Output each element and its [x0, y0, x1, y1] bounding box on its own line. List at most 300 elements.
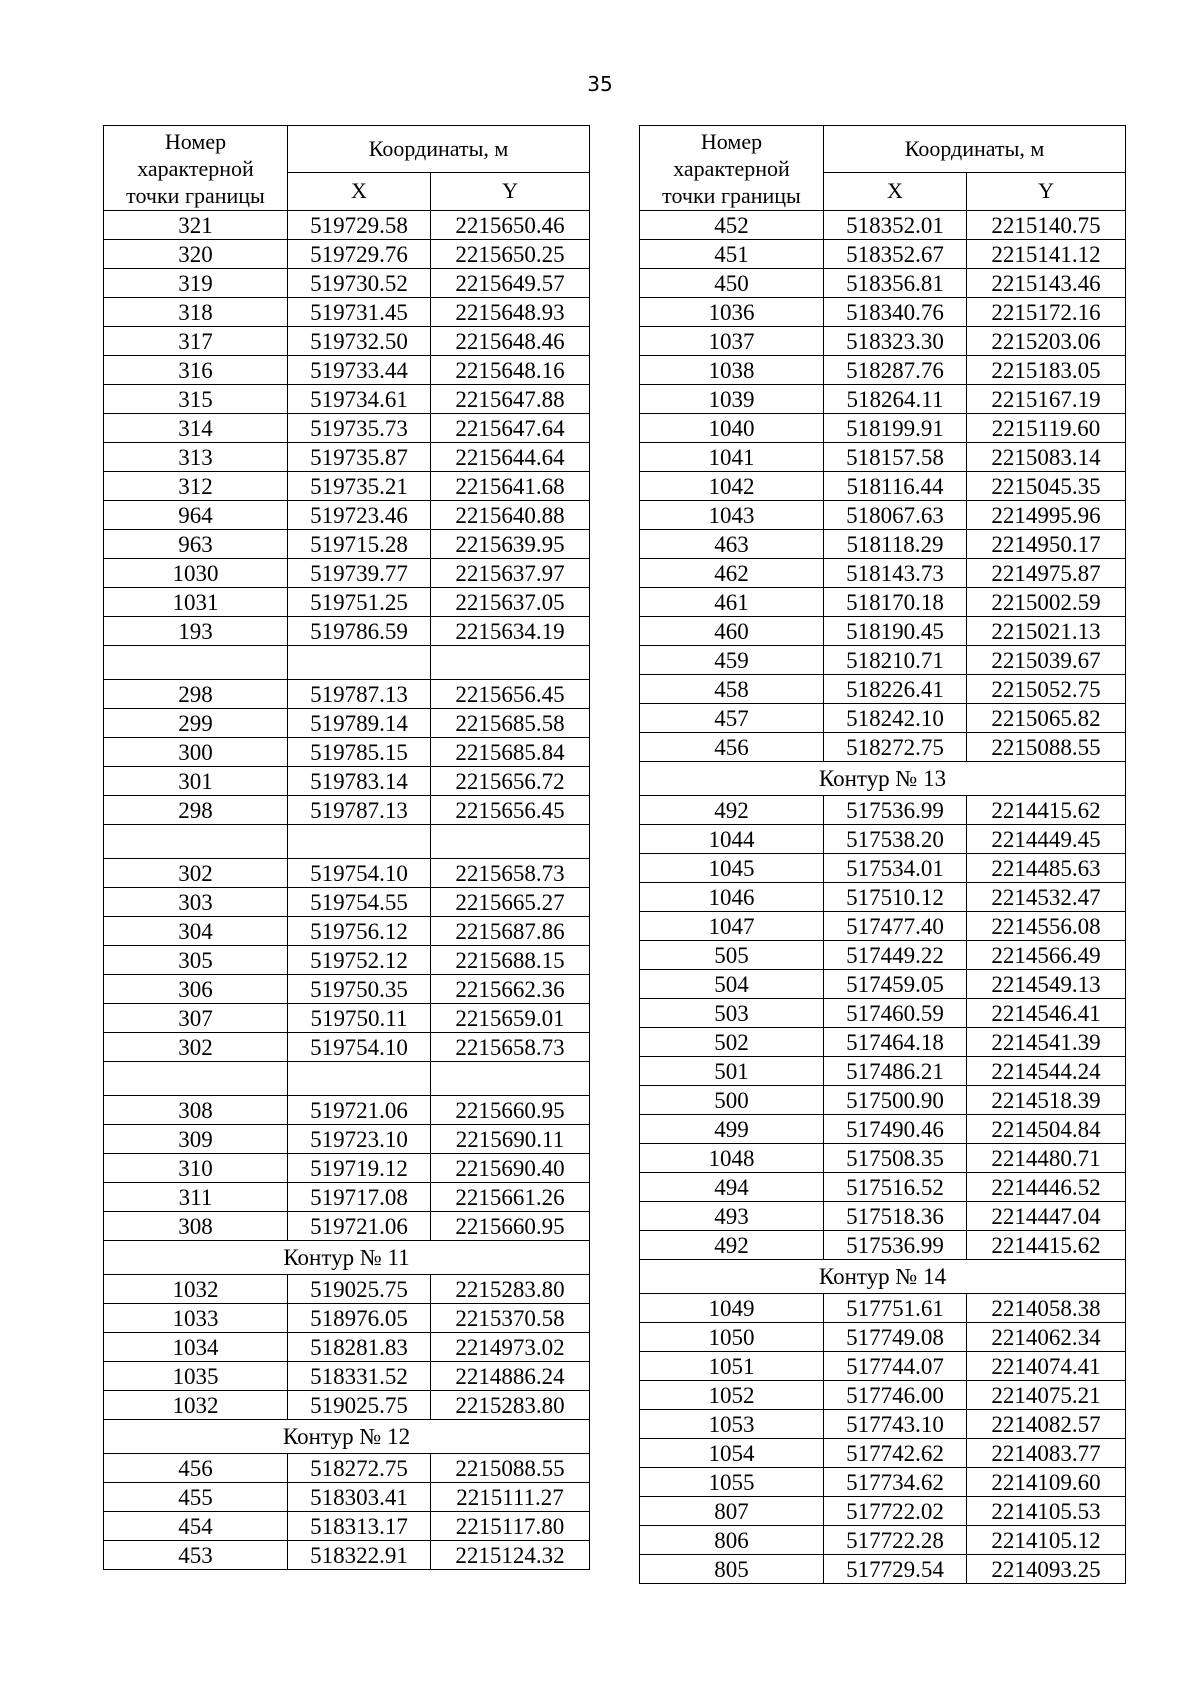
- y-coordinate-cell: 2214518.39: [967, 1086, 1126, 1115]
- point-number-cell: 317: [104, 327, 288, 356]
- header-x: X: [288, 172, 431, 210]
- point-number-cell: 310: [104, 1154, 288, 1183]
- y-coordinate-cell: 2214480.71: [967, 1144, 1126, 1173]
- y-coordinate-cell: 2214105.12: [967, 1526, 1126, 1555]
- table-row: [104, 211, 590, 240]
- x-coordinate-cell: 517742.62: [824, 1439, 967, 1468]
- point-number-cell: 1032: [104, 1391, 288, 1420]
- y-coordinate-cell: 2215088.55: [431, 1454, 590, 1483]
- y-coordinate-cell: 2215648.16: [431, 356, 590, 385]
- y-coordinate-cell: 2214886.24: [431, 1362, 590, 1391]
- table-row: [104, 975, 590, 1004]
- point-number-cell: 1034: [104, 1333, 288, 1362]
- table-row: [104, 1125, 590, 1154]
- x-coordinate-cell: 519715.28: [288, 530, 431, 559]
- x-coordinate-cell: 519721.06: [288, 1096, 431, 1125]
- x-coordinate-cell: 519789.14: [288, 709, 431, 738]
- point-number-cell: 1037: [640, 327, 824, 356]
- y-coordinate-cell: 2215370.58: [431, 1304, 590, 1333]
- table-row: [104, 680, 590, 709]
- x-coordinate-cell: 519751.25: [288, 588, 431, 617]
- y-coordinate-cell: 2215648.46: [431, 327, 590, 356]
- table-row: [104, 298, 590, 327]
- y-coordinate-cell: 2215283.80: [431, 1391, 590, 1420]
- table-row: [640, 356, 1126, 385]
- point-number-cell: 1041: [640, 443, 824, 472]
- x-coordinate-cell: 519752.12: [288, 946, 431, 975]
- x-coordinate-cell: 518199.91: [824, 414, 967, 443]
- table-row: [640, 1028, 1126, 1057]
- point-number-cell: 1040: [640, 414, 824, 443]
- y-coordinate-cell: 2215656.45: [431, 796, 590, 825]
- x-coordinate-cell: 519754.10: [288, 859, 431, 888]
- table-row: [640, 559, 1126, 588]
- point-number-cell: 308: [104, 1212, 288, 1241]
- empty-cell: [288, 646, 431, 680]
- point-number-cell: 806: [640, 1526, 824, 1555]
- point-number-cell: 963: [104, 530, 288, 559]
- x-coordinate-cell: 518226.41: [824, 675, 967, 704]
- empty-cell: [104, 825, 288, 859]
- y-coordinate-cell: 2215650.46: [431, 211, 590, 240]
- y-coordinate-cell: 2214541.39: [967, 1028, 1126, 1057]
- y-coordinate-cell: 2214485.63: [967, 854, 1126, 883]
- table-row: [640, 854, 1126, 883]
- x-coordinate-cell: 518281.83: [288, 1333, 431, 1362]
- y-coordinate-cell: 2215183.05: [967, 356, 1126, 385]
- y-coordinate-cell: 2214449.45: [967, 825, 1126, 854]
- point-number-cell: 302: [104, 1033, 288, 1062]
- x-coordinate-cell: 519735.87: [288, 443, 431, 472]
- x-coordinate-cell: 518340.76: [824, 298, 967, 327]
- y-coordinate-cell: 2215141.12: [967, 240, 1126, 269]
- x-coordinate-cell: 517508.35: [824, 1144, 967, 1173]
- separator-row: [104, 646, 590, 680]
- y-coordinate-cell: 2215658.73: [431, 859, 590, 888]
- x-coordinate-cell: 519025.75: [288, 1391, 431, 1420]
- point-number-cell: 455: [104, 1483, 288, 1512]
- y-coordinate-cell: 2215656.45: [431, 680, 590, 709]
- table-row: [640, 1173, 1126, 1202]
- x-coordinate-cell: 517751.61: [824, 1294, 967, 1323]
- y-coordinate-cell: 2215143.46: [967, 269, 1126, 298]
- y-coordinate-cell: 2215660.95: [431, 1212, 590, 1241]
- x-coordinate-cell: 518352.01: [824, 211, 967, 240]
- table-row: [640, 385, 1126, 414]
- y-coordinate-cell: 2215140.75: [967, 211, 1126, 240]
- x-coordinate-cell: 517477.40: [824, 912, 967, 941]
- x-coordinate-cell: 518210.71: [824, 646, 967, 675]
- point-number-cell: 303: [104, 888, 288, 917]
- point-number-cell: 460: [640, 617, 824, 646]
- x-coordinate-cell: 517536.99: [824, 1231, 967, 1260]
- y-coordinate-cell: 2215687.86: [431, 917, 590, 946]
- table-row: [640, 1231, 1126, 1260]
- y-coordinate-cell: 2215656.72: [431, 767, 590, 796]
- table-row: [640, 1323, 1126, 1352]
- point-number-cell: 1033: [104, 1304, 288, 1333]
- x-coordinate-cell: 519723.46: [288, 501, 431, 530]
- point-number-cell: 462: [640, 559, 824, 588]
- point-number-cell: 316: [104, 356, 288, 385]
- x-coordinate-cell: 517460.59: [824, 999, 967, 1028]
- table-row: [640, 1202, 1126, 1231]
- x-coordinate-cell: 517486.21: [824, 1057, 967, 1086]
- x-coordinate-cell: 518143.73: [824, 559, 967, 588]
- contour-label: Контур № 11: [104, 1241, 590, 1275]
- x-coordinate-cell: 519785.15: [288, 738, 431, 767]
- y-coordinate-cell: 2215002.59: [967, 588, 1126, 617]
- table-header: [640, 126, 1126, 211]
- x-coordinate-cell: 518272.75: [288, 1454, 431, 1483]
- table-row: [640, 675, 1126, 704]
- y-coordinate-cell: 2214556.08: [967, 912, 1126, 941]
- point-number-cell: 1043: [640, 501, 824, 530]
- y-coordinate-cell: 2214504.84: [967, 1115, 1126, 1144]
- table-row: [104, 859, 590, 888]
- y-coordinate-cell: 2215045.35: [967, 472, 1126, 501]
- y-coordinate-cell: 2214446.52: [967, 1173, 1126, 1202]
- y-coordinate-cell: 2215660.95: [431, 1096, 590, 1125]
- x-coordinate-cell: 518287.76: [824, 356, 967, 385]
- y-coordinate-cell: 2214074.41: [967, 1352, 1126, 1381]
- table-row: [104, 443, 590, 472]
- y-coordinate-cell: 2215637.97: [431, 559, 590, 588]
- table-row: [104, 559, 590, 588]
- point-number-cell: 1047: [640, 912, 824, 941]
- y-coordinate-cell: 2215690.11: [431, 1125, 590, 1154]
- point-number-cell: 493: [640, 1202, 824, 1231]
- x-coordinate-cell: 519733.44: [288, 356, 431, 385]
- x-coordinate-cell: 517729.54: [824, 1555, 967, 1584]
- y-coordinate-cell: 2215172.16: [967, 298, 1126, 327]
- point-number-cell: 301: [104, 767, 288, 796]
- table-row: [104, 356, 590, 385]
- point-number-cell: 501: [640, 1057, 824, 1086]
- header-coordinates: Координаты, м: [288, 126, 590, 173]
- y-coordinate-cell: 2215117.80: [431, 1512, 590, 1541]
- point-number-cell: 311: [104, 1183, 288, 1212]
- x-coordinate-cell: 518976.05: [288, 1304, 431, 1333]
- table-row: [640, 970, 1126, 999]
- x-coordinate-cell: 519786.59: [288, 617, 431, 646]
- table-row: [640, 1144, 1126, 1173]
- y-coordinate-cell: 2214109.60: [967, 1468, 1126, 1497]
- y-coordinate-cell: 2215665.27: [431, 888, 590, 917]
- x-coordinate-cell: 517722.28: [824, 1526, 967, 1555]
- table-row: [640, 912, 1126, 941]
- table-body-left: [104, 211, 590, 1570]
- point-number-cell: 492: [640, 1231, 824, 1260]
- contour-label: Контур № 12: [104, 1420, 590, 1454]
- y-coordinate-cell: 2215650.25: [431, 240, 590, 269]
- point-number-cell: 1044: [640, 825, 824, 854]
- table-row: [104, 1512, 590, 1541]
- point-number-cell: 503: [640, 999, 824, 1028]
- point-number-cell: 312: [104, 472, 288, 501]
- y-coordinate-cell: 2214546.41: [967, 999, 1126, 1028]
- table-row: [104, 269, 590, 298]
- y-coordinate-cell: 2214415.62: [967, 1231, 1126, 1260]
- header-y: Y: [431, 172, 590, 210]
- x-coordinate-cell: 517500.90: [824, 1086, 967, 1115]
- x-coordinate-cell: 519719.12: [288, 1154, 431, 1183]
- header-point-number: Номер характерной точки границы: [640, 126, 824, 211]
- table-row: [640, 796, 1126, 825]
- x-coordinate-cell: 517734.62: [824, 1468, 967, 1497]
- table-row: [104, 1275, 590, 1304]
- y-coordinate-cell: 2215690.40: [431, 1154, 590, 1183]
- table-row: [104, 796, 590, 825]
- point-number-cell: 459: [640, 646, 824, 675]
- point-number-cell: 807: [640, 1497, 824, 1526]
- table-row: [640, 1381, 1126, 1410]
- y-coordinate-cell: 2214975.87: [967, 559, 1126, 588]
- point-number-cell: 1038: [640, 356, 824, 385]
- point-number-cell: 1051: [640, 1352, 824, 1381]
- table-row: [104, 240, 590, 269]
- point-number-cell: 319: [104, 269, 288, 298]
- table-row: [104, 738, 590, 767]
- point-number-cell: 1052: [640, 1381, 824, 1410]
- x-coordinate-cell: 517516.52: [824, 1173, 967, 1202]
- x-coordinate-cell: 519732.50: [288, 327, 431, 356]
- y-coordinate-cell: 2214105.53: [967, 1497, 1126, 1526]
- point-number-cell: 314: [104, 414, 288, 443]
- point-number-cell: 299: [104, 709, 288, 738]
- x-coordinate-cell: 518303.41: [288, 1483, 431, 1512]
- contour-label: Контур № 13: [640, 762, 1126, 796]
- x-coordinate-cell: 519731.45: [288, 298, 431, 327]
- x-coordinate-cell: 519025.75: [288, 1275, 431, 1304]
- point-number-cell: 453: [104, 1541, 288, 1570]
- point-number-cell: 1055: [640, 1468, 824, 1497]
- page-number: 35: [587, 72, 613, 96]
- x-coordinate-cell: 519723.10: [288, 1125, 431, 1154]
- point-number-cell: 1049: [640, 1294, 824, 1323]
- x-coordinate-cell: 519787.13: [288, 680, 431, 709]
- table-row: [640, 269, 1126, 298]
- point-number-cell: 1039: [640, 385, 824, 414]
- empty-cell: [288, 825, 431, 859]
- table-row: [104, 1212, 590, 1241]
- point-number-cell: 499: [640, 1115, 824, 1144]
- x-coordinate-cell: 518190.45: [824, 617, 967, 646]
- y-coordinate-cell: 2214973.02: [431, 1333, 590, 1362]
- point-number-cell: 1031: [104, 588, 288, 617]
- x-coordinate-cell: 518264.11: [824, 385, 967, 414]
- table-row: [104, 1033, 590, 1062]
- point-number-cell: 500: [640, 1086, 824, 1115]
- y-coordinate-cell: 2215065.82: [967, 704, 1126, 733]
- point-number-cell: 1054: [640, 1439, 824, 1468]
- table-row: [640, 443, 1126, 472]
- coordinates-table-left: [103, 125, 590, 1570]
- table-row: [640, 617, 1126, 646]
- y-coordinate-cell: 2215111.27: [431, 1483, 590, 1512]
- y-coordinate-cell: 2215639.95: [431, 530, 590, 559]
- table-row: [640, 327, 1126, 356]
- table-row: [640, 999, 1126, 1028]
- x-coordinate-cell: 518313.17: [288, 1512, 431, 1541]
- point-number-cell: 298: [104, 680, 288, 709]
- x-coordinate-cell: 519754.10: [288, 1033, 431, 1062]
- point-number-cell: 964: [104, 501, 288, 530]
- empty-cell: [431, 1062, 590, 1096]
- x-coordinate-cell: 518067.63: [824, 501, 967, 530]
- table-row: [640, 1086, 1126, 1115]
- table-row: [640, 646, 1126, 675]
- y-coordinate-cell: 2215658.73: [431, 1033, 590, 1062]
- x-coordinate-cell: 519721.06: [288, 1212, 431, 1241]
- y-coordinate-cell: 2215637.05: [431, 588, 590, 617]
- table-row: [640, 883, 1126, 912]
- empty-cell: [431, 646, 590, 680]
- y-coordinate-cell: 2214995.96: [967, 501, 1126, 530]
- point-number-cell: 308: [104, 1096, 288, 1125]
- point-number-cell: 450: [640, 269, 824, 298]
- table-row: [104, 414, 590, 443]
- table-row: [640, 472, 1126, 501]
- x-coordinate-cell: 519754.55: [288, 888, 431, 917]
- point-number-cell: 456: [640, 733, 824, 762]
- table-row: [104, 1541, 590, 1570]
- table-row: [104, 588, 590, 617]
- x-coordinate-cell: 519735.21: [288, 472, 431, 501]
- table-row: [640, 1057, 1126, 1086]
- point-number-cell: 307: [104, 1004, 288, 1033]
- point-number-cell: 504: [640, 970, 824, 999]
- x-coordinate-cell: 517722.02: [824, 1497, 967, 1526]
- table-row: [104, 709, 590, 738]
- x-coordinate-cell: 517744.07: [824, 1352, 967, 1381]
- y-coordinate-cell: 2214058.38: [967, 1294, 1126, 1323]
- x-coordinate-cell: 517459.05: [824, 970, 967, 999]
- point-number-cell: 461: [640, 588, 824, 617]
- point-number-cell: 298: [104, 796, 288, 825]
- y-coordinate-cell: 2215662.36: [431, 975, 590, 1004]
- table-row: [104, 1154, 590, 1183]
- x-coordinate-cell: 518356.81: [824, 269, 967, 298]
- point-number-cell: 1048: [640, 1144, 824, 1173]
- table-row: [640, 1115, 1126, 1144]
- x-coordinate-cell: 519756.12: [288, 917, 431, 946]
- point-number-cell: 302: [104, 859, 288, 888]
- y-coordinate-cell: 2215659.01: [431, 1004, 590, 1033]
- x-coordinate-cell: 517490.46: [824, 1115, 967, 1144]
- y-coordinate-cell: 2214075.21: [967, 1381, 1126, 1410]
- point-number-cell: 1036: [640, 298, 824, 327]
- point-number-cell: 1046: [640, 883, 824, 912]
- y-coordinate-cell: 2215661.26: [431, 1183, 590, 1212]
- y-coordinate-cell: 2215167.19: [967, 385, 1126, 414]
- table-row: [104, 1004, 590, 1033]
- table-row: [640, 733, 1126, 762]
- point-number-cell: 193: [104, 617, 288, 646]
- x-coordinate-cell: 517749.08: [824, 1323, 967, 1352]
- y-coordinate-cell: 2215649.57: [431, 269, 590, 298]
- point-number-cell: 492: [640, 796, 824, 825]
- table-row: [640, 211, 1126, 240]
- y-coordinate-cell: 2215685.58: [431, 709, 590, 738]
- table-row: [104, 1391, 590, 1420]
- table-row: [640, 1352, 1126, 1381]
- table-row: [104, 385, 590, 414]
- table-row: [104, 1096, 590, 1125]
- table-row: [104, 501, 590, 530]
- point-number-cell: 1045: [640, 854, 824, 883]
- x-coordinate-cell: 519739.77: [288, 559, 431, 588]
- x-coordinate-cell: 519783.14: [288, 767, 431, 796]
- coordinates-table-right: [639, 125, 1126, 1584]
- table-row: [640, 240, 1126, 269]
- empty-cell: [288, 1062, 431, 1096]
- y-coordinate-cell: 2215688.15: [431, 946, 590, 975]
- y-coordinate-cell: 2215283.80: [431, 1275, 590, 1304]
- table-row: [104, 617, 590, 646]
- x-coordinate-cell: 519730.52: [288, 269, 431, 298]
- y-coordinate-cell: 2215088.55: [967, 733, 1126, 762]
- x-coordinate-cell: 518157.58: [824, 443, 967, 472]
- table-header: [104, 126, 590, 211]
- x-coordinate-cell: 518118.29: [824, 530, 967, 559]
- table-row: [640, 501, 1126, 530]
- x-coordinate-cell: 517534.01: [824, 854, 967, 883]
- x-coordinate-cell: 518323.30: [824, 327, 967, 356]
- table-row: [640, 1497, 1126, 1526]
- table-row: [104, 1183, 590, 1212]
- point-number-cell: 1030: [104, 559, 288, 588]
- header-y: Y: [967, 172, 1126, 210]
- x-coordinate-cell: 517743.10: [824, 1410, 967, 1439]
- x-coordinate-cell: 519729.76: [288, 240, 431, 269]
- y-coordinate-cell: 2215644.64: [431, 443, 590, 472]
- x-coordinate-cell: 519750.35: [288, 975, 431, 1004]
- contour-row: [104, 1241, 590, 1275]
- x-coordinate-cell: 519717.08: [288, 1183, 431, 1212]
- y-coordinate-cell: 2215641.68: [431, 472, 590, 501]
- y-coordinate-cell: 2215124.32: [431, 1541, 590, 1570]
- y-coordinate-cell: 2214447.04: [967, 1202, 1126, 1231]
- point-number-cell: 452: [640, 211, 824, 240]
- point-number-cell: 304: [104, 917, 288, 946]
- y-coordinate-cell: 2214062.34: [967, 1323, 1126, 1352]
- x-coordinate-cell: 517538.20: [824, 825, 967, 854]
- table-body-right: [640, 211, 1126, 1584]
- contour-row: [640, 762, 1126, 796]
- y-coordinate-cell: 2215685.84: [431, 738, 590, 767]
- point-number-cell: 300: [104, 738, 288, 767]
- table-row: [104, 1454, 590, 1483]
- table-row: [104, 767, 590, 796]
- point-number-cell: 463: [640, 530, 824, 559]
- table-row: [640, 414, 1126, 443]
- x-coordinate-cell: 518331.52: [288, 1362, 431, 1391]
- point-number-cell: 502: [640, 1028, 824, 1057]
- table-row: [640, 588, 1126, 617]
- x-coordinate-cell: 519729.58: [288, 211, 431, 240]
- point-number-cell: 318: [104, 298, 288, 327]
- x-coordinate-cell: 517518.36: [824, 1202, 967, 1231]
- table-row: [104, 888, 590, 917]
- contour-label: Контур № 14: [640, 1260, 1126, 1294]
- point-number-cell: 458: [640, 675, 824, 704]
- separator-row: [104, 825, 590, 859]
- y-coordinate-cell: 2214082.57: [967, 1410, 1126, 1439]
- y-coordinate-cell: 2215119.60: [967, 414, 1126, 443]
- point-number-cell: 1032: [104, 1275, 288, 1304]
- y-coordinate-cell: 2214093.25: [967, 1555, 1126, 1584]
